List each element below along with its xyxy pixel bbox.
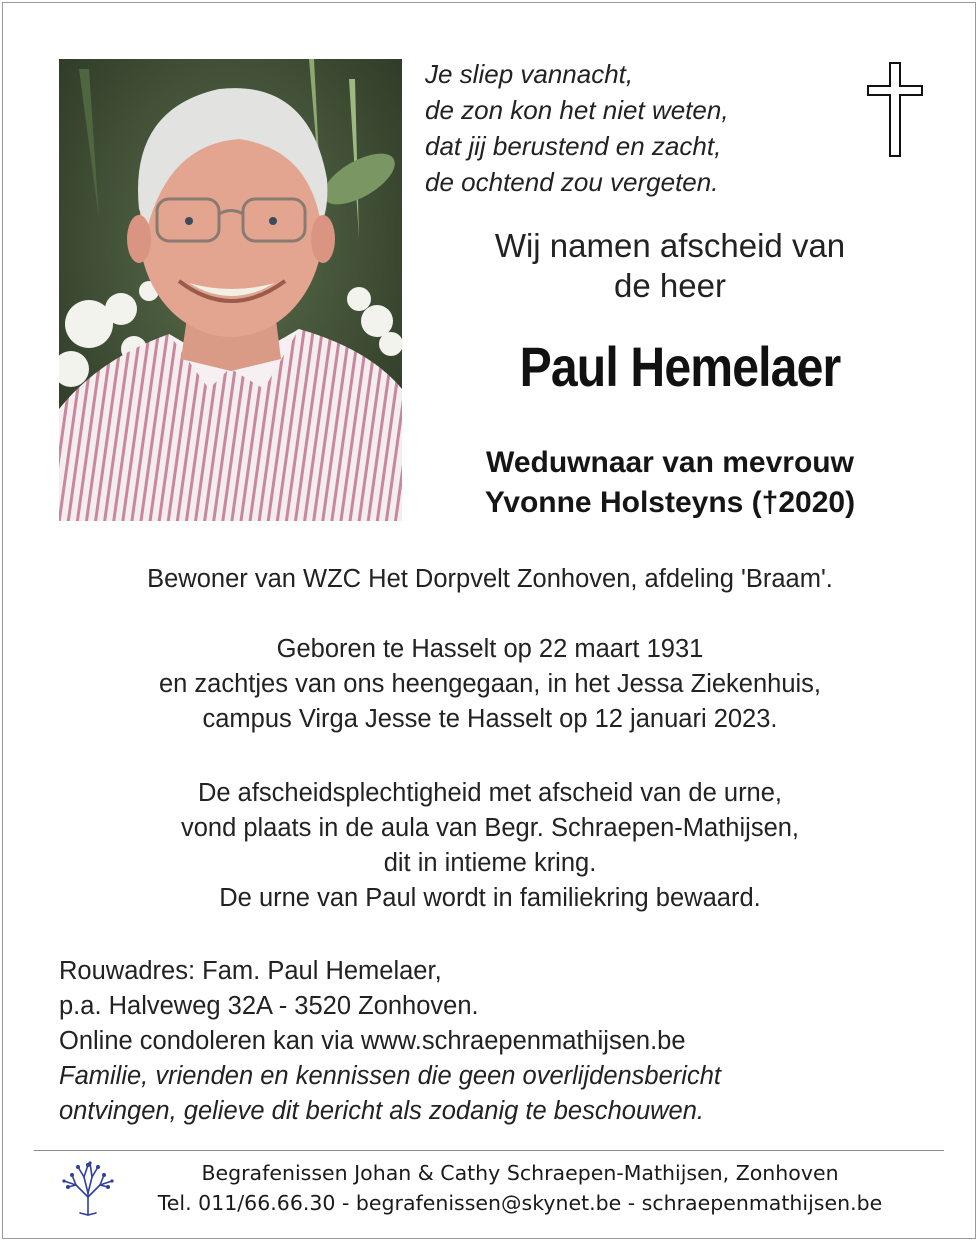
cross-icon (866, 62, 924, 158)
poem (425, 56, 729, 200)
footer-line-1: Begrafenissen Johan & Cathy Schraepen-Mathijsen, Zonhoven (201, 1161, 839, 1185)
birth-death-text (20, 632, 960, 737)
ceremony-line-3: dit in intieme kring. (383, 849, 597, 877)
funeral-home-footer (110, 1158, 930, 1218)
intro-line-1: Wij namen afscheid van (494, 227, 846, 264)
mourning-address (59, 954, 721, 1129)
tree-logo-icon (60, 1157, 116, 1217)
birth-line-3: campus Virga Jesse te Hasselt op 12 januari 2023. (202, 705, 778, 733)
resident-text (20, 562, 960, 597)
birth-line-1: Geboren te Hasselt op 22 maart 1931 (276, 635, 704, 663)
birth-line-2: en zachtjes van ons heengegaan, in het Jessa Ziekenhuis, (158, 670, 822, 698)
widower-line-1: Weduwnaar van mevrouw (486, 446, 854, 479)
intro-text (470, 226, 870, 306)
widower-text (430, 443, 910, 523)
deceased-name: Paul Hemelaer (519, 335, 841, 398)
address-note-line-1: Familie, vrienden en kennissen die geen overlijdensbericht (59, 1062, 721, 1090)
footer-divider (34, 1150, 944, 1151)
address-line-3: Online condoleren kan via www.schraepenmathijsen.be (59, 1027, 686, 1055)
intro-line-2: de heer (614, 267, 726, 304)
poem-line: de ochtend zou vergeten. (425, 167, 719, 197)
poem-line: Je sliep vannacht, (425, 59, 634, 89)
address-note-line-2: ontvingen, gelieve dit bericht als zodanig te beschouwen. (59, 1097, 705, 1125)
ceremony-line-4: De urne van Paul wordt in familiekring bewaard. (219, 884, 761, 912)
poem-line: de zon kon het niet weten, (425, 95, 729, 125)
ceremony-text (20, 776, 960, 916)
widower-line-2: Yvonne Holsteyns (†2020) (484, 486, 856, 519)
address-line-1: Rouwadres: Fam. Paul Hemelaer, (59, 957, 442, 985)
poem-line: dat jij berustend en zacht, (425, 131, 722, 161)
ceremony-line-2: vond plaats in de aula van Begr. Schraepen-Mathijsen, (180, 814, 800, 842)
address-line-2: p.a. Halveweg 32A - 3520 Zonhoven. (59, 992, 479, 1020)
resident-line: Bewoner van WZC Het Dorpvelt Zonhoven, afdeling 'Braam'. (147, 565, 833, 593)
portrait-photo (59, 59, 402, 521)
footer-line-2: Tel. 011/66.66.30 - begrafenissen@skynet.be - schraepenmathijsen.be (157, 1191, 883, 1215)
ceremony-line-1: De afscheidsplechtigheid met afscheid van de urne, (197, 779, 783, 807)
